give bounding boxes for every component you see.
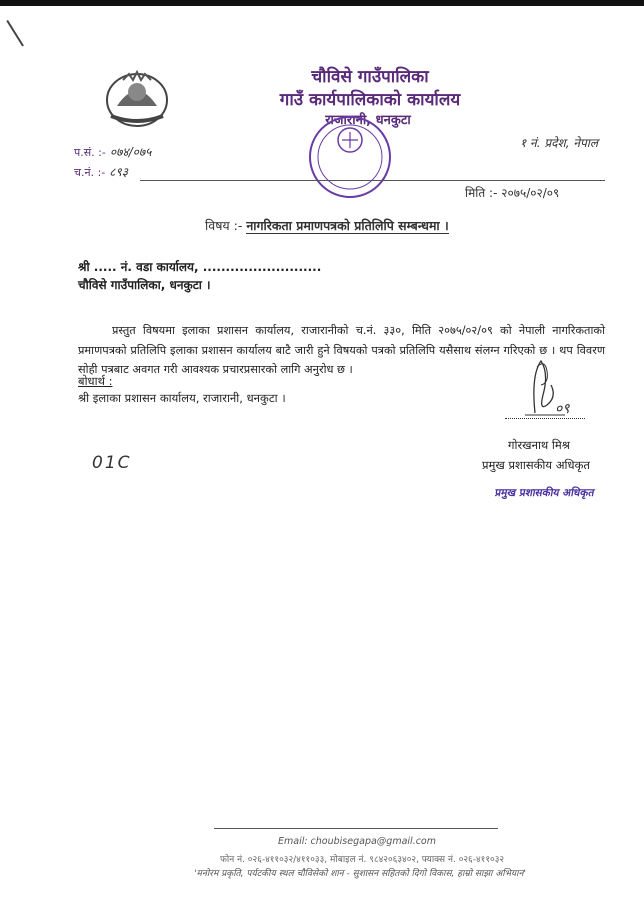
signatory-designation: प्रमुख प्रशासकीय अधिकृत (482, 458, 590, 472)
office-seal-stamp (300, 102, 400, 202)
handwritten-note: 01C (92, 453, 132, 473)
footer-email: Email: choubisegapa@gmail.com (277, 836, 437, 847)
footer-phones: फोन नं. ०२६-४११०३२/४११०३३, मोबाइल नं. ९८४२०६३४०२, फ्याक्स नं. ०२६-४११०३२ (219, 855, 505, 865)
municipality-name: चौविसे गाउँपालिका (311, 67, 429, 87)
scan-mark (6, 20, 24, 47)
scan-top-border (0, 0, 644, 6)
reference-cn (74, 163, 128, 180)
addressee-line-1: श्री ..... नं. वडा कार्यालय, .......................... (78, 260, 322, 274)
reference-ps (74, 143, 151, 160)
cn-label: च.नं. :- (74, 166, 106, 179)
signatory-name: गोरखनाथ मिश्र (508, 438, 570, 452)
subject-label: विषय :- (205, 218, 243, 233)
signature-line (505, 418, 585, 419)
cc-recipient: श्री इलाका प्रशासन कार्यालय, राजारानी, धनकुटा । (78, 391, 286, 405)
addressee-line-2: चौविसे गाउँपालिका, धनकुटा । (78, 278, 211, 292)
handwritten-signature (505, 355, 585, 425)
province-label: १ नं. प्रदेश, नेपाल (520, 136, 599, 150)
subject-line (205, 217, 449, 234)
cc-label: बोधार्थ : (78, 374, 113, 388)
letter-date: मिति :- २०७५/०२/०९ (465, 186, 560, 200)
cn-value: ८९३ (109, 165, 128, 179)
ps-label: प.सं. :- (74, 146, 106, 159)
footer-divider (214, 828, 498, 829)
office-location: राजारानी, धनकुटा (325, 113, 411, 128)
signature-date: ०९ (555, 401, 570, 417)
header-divider (140, 180, 605, 181)
designation-stamp: प्रमुख प्रशासकीय अधिकृत (493, 487, 596, 499)
ps-value: ०७४/०७५ (109, 145, 152, 159)
office-name: गाउँ कार्यपालिकाको कार्यालय (279, 90, 461, 110)
subject-text: नागरिकता प्रमाणपत्रको प्रतिलिपि सम्बन्धमा । (246, 218, 449, 233)
letter-body: प्रस्तुत विषयमा इलाका प्रशासन कार्यालय, राजारानीको च.नं. ३३०, मिति २०७५/०२/०९ को नेपाली नागरिकताको प्रमाणपत्रको प्रतिलिपि इलाका प्रशासन कार्यालय बाटै जारी हुने विषयको पत्रको प्रतिलिपि यसैसाथ संलग्न गरिएको छ । थप विवरण सोही पत्रबाट अवगत गरी आवश्यक प्रचारप्रसारको लागि अनुरोध छ । (78, 324, 605, 376)
footer-motto: 'मनोरम प्रकृति, पर्यटकीय स्थल चौविसेको शान - सुशासन सहितको दिगो विकास, हाम्रो साझा अभियान' (194, 869, 526, 879)
